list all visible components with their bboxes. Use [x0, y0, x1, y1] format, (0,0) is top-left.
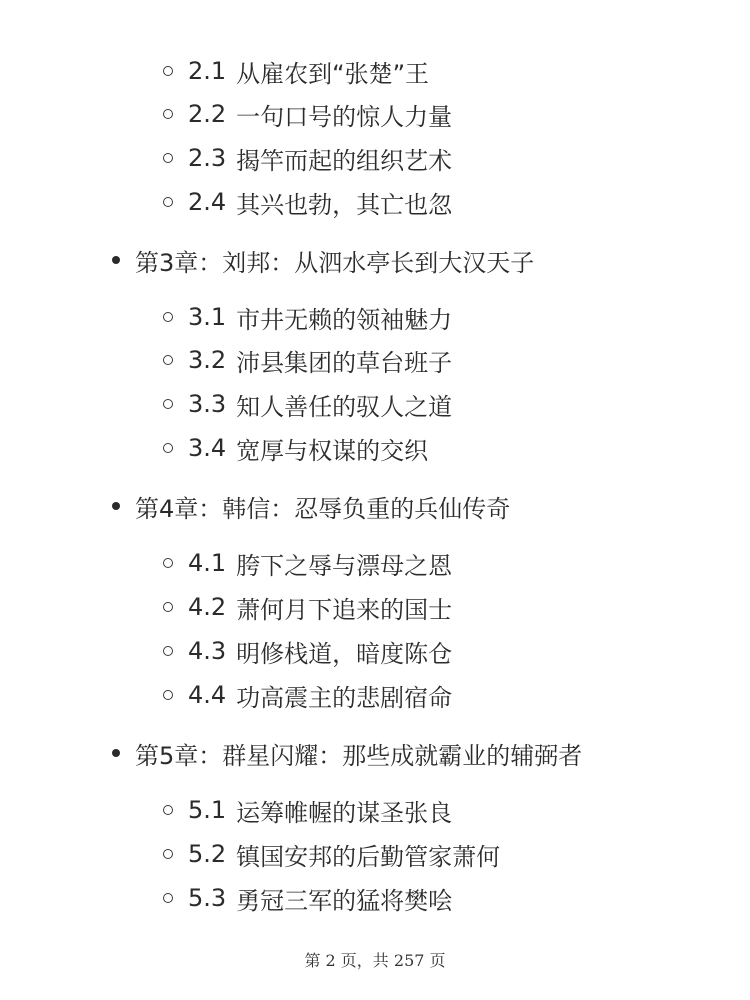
hollow-bullet-icon [163, 197, 173, 207]
section-title: 从雇农到“张楚”王 [236, 59, 430, 88]
solid-bullet-icon [112, 502, 120, 510]
section-number: 3.4 [188, 434, 227, 462]
toc-section-3-4[interactable] [163, 428, 428, 468]
chapter-title: 第5章：群星闪耀：那些成就霸业的辅弼者 [135, 741, 583, 770]
section-number: 5.2 [188, 840, 227, 868]
section-number: 4.4 [188, 681, 227, 709]
toc-section-5-1[interactable] [163, 790, 452, 830]
solid-bullet-icon [112, 749, 120, 757]
section-number: 3.2 [188, 346, 227, 374]
section-number: 2.2 [188, 100, 227, 128]
toc-chapter-4[interactable] [112, 486, 510, 526]
toc-chapter-3[interactable] [112, 240, 534, 280]
toc-section-2-3[interactable] [163, 138, 452, 178]
section-title: 明修栈道，暗度陈仓 [236, 639, 453, 668]
hollow-bullet-icon [163, 153, 173, 163]
toc-section-5-2[interactable] [163, 834, 500, 874]
toc-section-4-3[interactable] [163, 631, 452, 671]
toc-section-3-1[interactable] [163, 297, 452, 337]
hollow-bullet-icon [163, 646, 173, 656]
hollow-bullet-icon [163, 602, 173, 612]
section-number: 2.4 [188, 188, 227, 216]
chapter-title: 第4章：韩信：忍辱负重的兵仙传奇 [135, 494, 511, 523]
toc-chapter-5[interactable] [112, 733, 582, 773]
toc-section-5-3[interactable] [163, 878, 452, 918]
section-number: 2.3 [188, 144, 227, 172]
section-number: 3.1 [188, 303, 227, 331]
section-title: 沛县集团的草台班子 [236, 348, 453, 377]
section-title: 镇国安邦的后勤管家萧何 [236, 842, 501, 871]
section-title: 萧何月下追来的国士 [236, 595, 453, 624]
section-title: 胯下之辱与漂母之恩 [236, 551, 453, 580]
hollow-bullet-icon [163, 312, 173, 322]
hollow-bullet-icon [163, 443, 173, 453]
solid-bullet-icon [112, 256, 120, 264]
hollow-bullet-icon [163, 558, 173, 568]
hollow-bullet-icon [163, 805, 173, 815]
toc-section-2-4[interactable] [163, 182, 452, 222]
toc-section-2-1[interactable] [163, 51, 429, 91]
section-title: 运筹帷幄的谋圣张良 [236, 798, 453, 827]
section-number: 2.1 [188, 57, 227, 85]
hollow-bullet-icon [163, 399, 173, 409]
toc-section-2-2[interactable] [163, 94, 452, 134]
section-title: 市井无赖的领袖魅力 [236, 305, 453, 334]
section-title: 知人善任的驭人之道 [236, 392, 453, 421]
section-number: 5.3 [188, 884, 227, 912]
hollow-bullet-icon [163, 849, 173, 859]
toc-section-3-2[interactable] [163, 340, 452, 380]
hollow-bullet-icon [163, 66, 173, 76]
hollow-bullet-icon [163, 893, 173, 903]
toc-section-4-2[interactable] [163, 587, 452, 627]
section-title: 宽厚与权谋的交织 [236, 436, 429, 465]
section-title: 功高震主的悲剧宿命 [236, 683, 453, 712]
section-number: 4.3 [188, 637, 227, 665]
section-title: 揭竿而起的组织艺术 [236, 146, 453, 175]
chapter-title: 第3章：刘邦：从泗水亭长到大汉天子 [135, 248, 535, 277]
hollow-bullet-icon [163, 690, 173, 700]
section-title: 其兴也勃，其亡也忽 [236, 190, 453, 219]
section-number: 5.1 [188, 796, 227, 824]
section-title: 勇冠三军的猛将樊哙 [236, 886, 453, 915]
toc-section-3-3[interactable] [163, 384, 452, 424]
toc-section-4-4[interactable] [163, 675, 452, 715]
hollow-bullet-icon [163, 109, 173, 119]
section-title: 一句口号的惊人力量 [236, 102, 453, 131]
page-footer: 第 2 页，共 257 页 [304, 951, 446, 970]
toc-section-4-1[interactable] [163, 543, 452, 583]
section-number: 3.3 [188, 390, 227, 418]
section-number: 4.1 [188, 549, 227, 577]
section-number: 4.2 [188, 593, 227, 621]
hollow-bullet-icon [163, 355, 173, 365]
